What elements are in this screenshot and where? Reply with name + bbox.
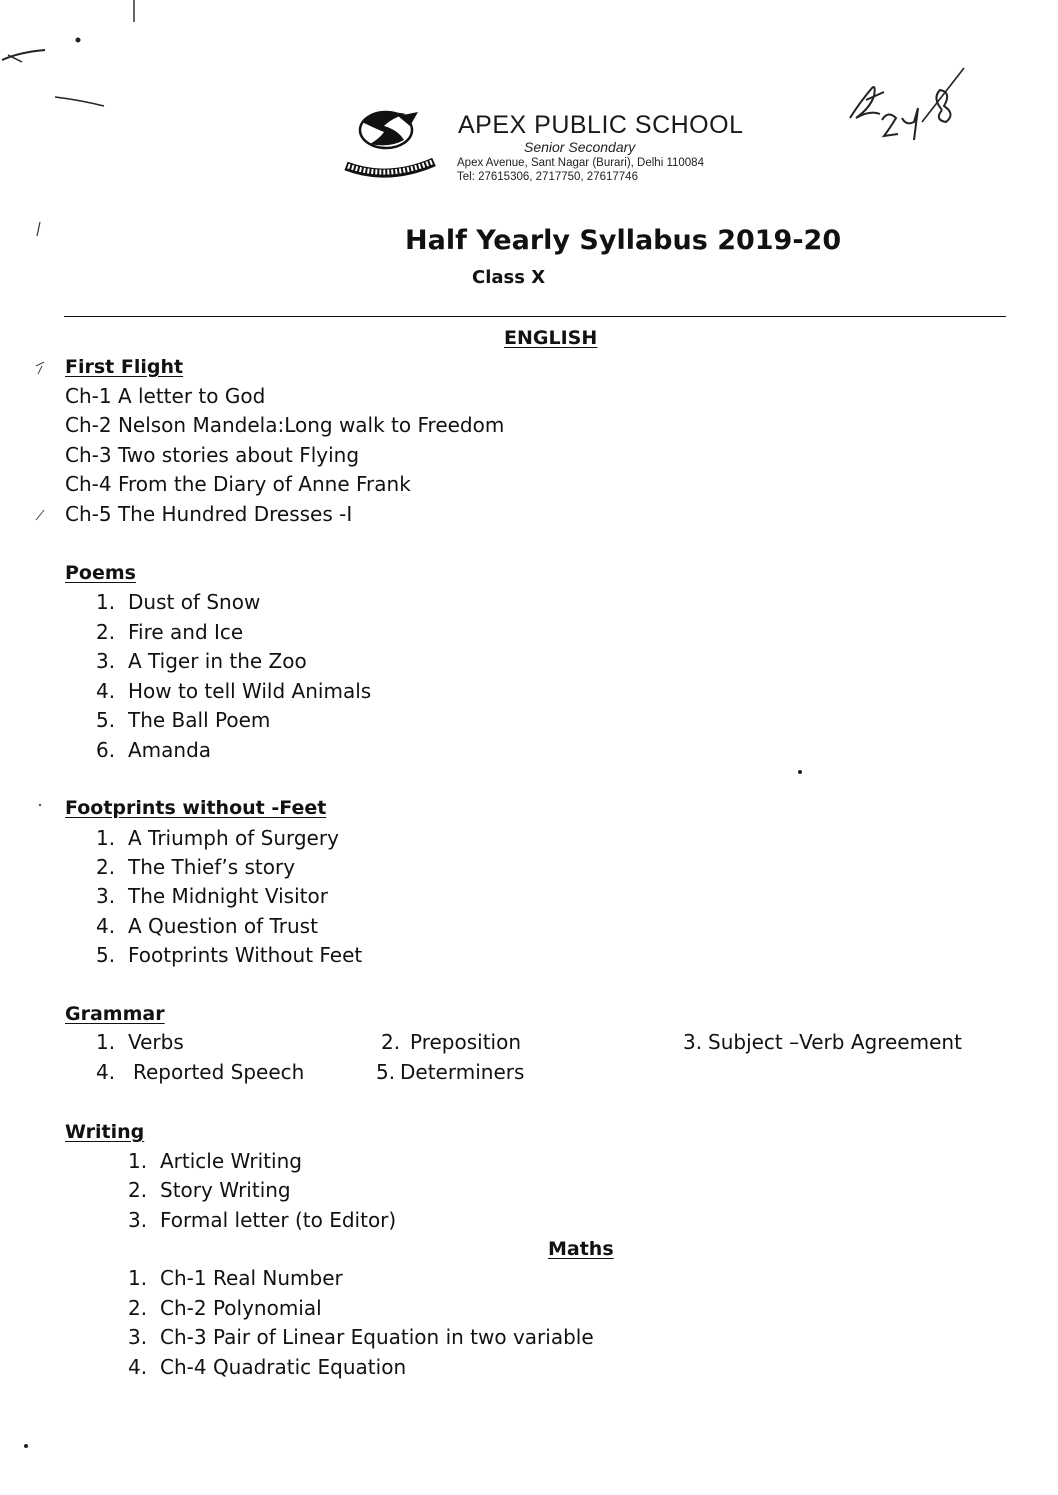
poem-item: Dust of Snow bbox=[128, 590, 261, 614]
list-number: 5. bbox=[96, 943, 116, 967]
chapter-item: Ch-1 A letter to God bbox=[65, 384, 266, 408]
list-number: 1. bbox=[96, 1030, 116, 1054]
poem-item: How to tell Wild Animals bbox=[128, 679, 372, 703]
list-number: 2. bbox=[128, 1178, 148, 1202]
school-logo bbox=[340, 100, 440, 186]
class-title: Class X bbox=[472, 267, 546, 288]
poem-item: Fire and Ice bbox=[128, 620, 244, 644]
list-number: 4. bbox=[128, 1355, 148, 1379]
footprints-item: A Question of Trust bbox=[128, 914, 318, 938]
list-number: 1. bbox=[96, 590, 116, 614]
maths-item: Ch-2 Polynomial bbox=[160, 1296, 322, 1320]
list-number: 5. bbox=[96, 708, 116, 732]
maths-item: Ch-1 Real Number bbox=[160, 1266, 343, 1290]
section-heading-grammar: Grammar bbox=[65, 1003, 165, 1025]
list-number: 3. bbox=[96, 884, 116, 908]
list-number: 4. bbox=[96, 679, 116, 703]
writing-item: Article Writing bbox=[160, 1149, 302, 1173]
grammar-item: Verbs bbox=[128, 1030, 184, 1054]
school-type: Senior Secondary bbox=[524, 139, 636, 155]
footprints-item: The Thief’s story bbox=[128, 855, 296, 879]
list-number: 1. bbox=[128, 1149, 148, 1173]
section-heading-footprints: Footprints without -Feet bbox=[65, 797, 327, 819]
list-number: 2. bbox=[96, 855, 116, 879]
list-number: 3. bbox=[683, 1030, 703, 1054]
list-number: 6. bbox=[96, 738, 116, 762]
maths-item: Ch-3 Pair of Linear Equation in two variable bbox=[160, 1325, 594, 1349]
chapter-item: Ch-5 The Hundred Dresses -I bbox=[65, 502, 353, 526]
subject-heading-maths: Maths bbox=[548, 1238, 614, 1260]
section-heading-first-flight: First Flight bbox=[65, 356, 184, 378]
list-number: 3. bbox=[128, 1325, 148, 1349]
poem-item: The Ball Poem bbox=[128, 708, 271, 732]
divider bbox=[64, 316, 1006, 317]
list-number: 2. bbox=[128, 1296, 148, 1320]
page-title: Half Yearly Syllabus 2019-20 bbox=[405, 225, 842, 256]
chapter-item: Ch-2 Nelson Mandela:Long walk to Freedom bbox=[65, 413, 505, 437]
section-heading-poems: Poems bbox=[65, 562, 136, 584]
writing-item: Story Writing bbox=[160, 1178, 291, 1202]
footprints-item: Footprints Without Feet bbox=[128, 943, 363, 967]
maths-item: Ch-4 Quadratic Equation bbox=[160, 1355, 407, 1379]
school-name: APEX PUBLIC SCHOOL bbox=[458, 111, 744, 139]
list-number: 1. bbox=[96, 826, 116, 850]
footprints-item: A Triumph of Surgery bbox=[128, 826, 339, 850]
footprints-item: The Midnight Visitor bbox=[128, 884, 328, 908]
grammar-item: Reported Speech bbox=[133, 1060, 305, 1084]
poem-item: Amanda bbox=[128, 738, 212, 762]
list-number: 5. bbox=[376, 1060, 396, 1084]
list-number: 3. bbox=[128, 1208, 148, 1232]
subject-heading-english: ENGLISH bbox=[504, 327, 598, 349]
chapter-item: Ch-3 Two stories about Flying bbox=[65, 443, 360, 467]
list-number: 4. bbox=[96, 914, 116, 938]
school-telephone: Tel: 27615306, 2717750, 27617746 bbox=[457, 171, 638, 183]
list-number: 3. bbox=[96, 649, 116, 673]
list-number: 1. bbox=[128, 1266, 148, 1290]
grammar-item: Preposition bbox=[410, 1030, 522, 1054]
chapter-item: Ch-4 From the Diary of Anne Frank bbox=[65, 472, 411, 496]
section-heading-writing: Writing bbox=[65, 1121, 145, 1143]
list-number: 4. bbox=[96, 1060, 116, 1084]
handwritten-signature bbox=[840, 62, 970, 142]
grammar-item: Subject –Verb Agreement bbox=[708, 1030, 962, 1054]
list-number: 2. bbox=[96, 620, 116, 644]
poem-item: A Tiger in the Zoo bbox=[128, 649, 307, 673]
writing-item: Formal letter (to Editor) bbox=[160, 1208, 397, 1232]
school-address: Apex Avenue, Sant Nagar (Burari), Delhi 110084 bbox=[457, 157, 704, 169]
list-number: 2. bbox=[381, 1030, 401, 1054]
grammar-item: Determiners bbox=[400, 1060, 525, 1084]
